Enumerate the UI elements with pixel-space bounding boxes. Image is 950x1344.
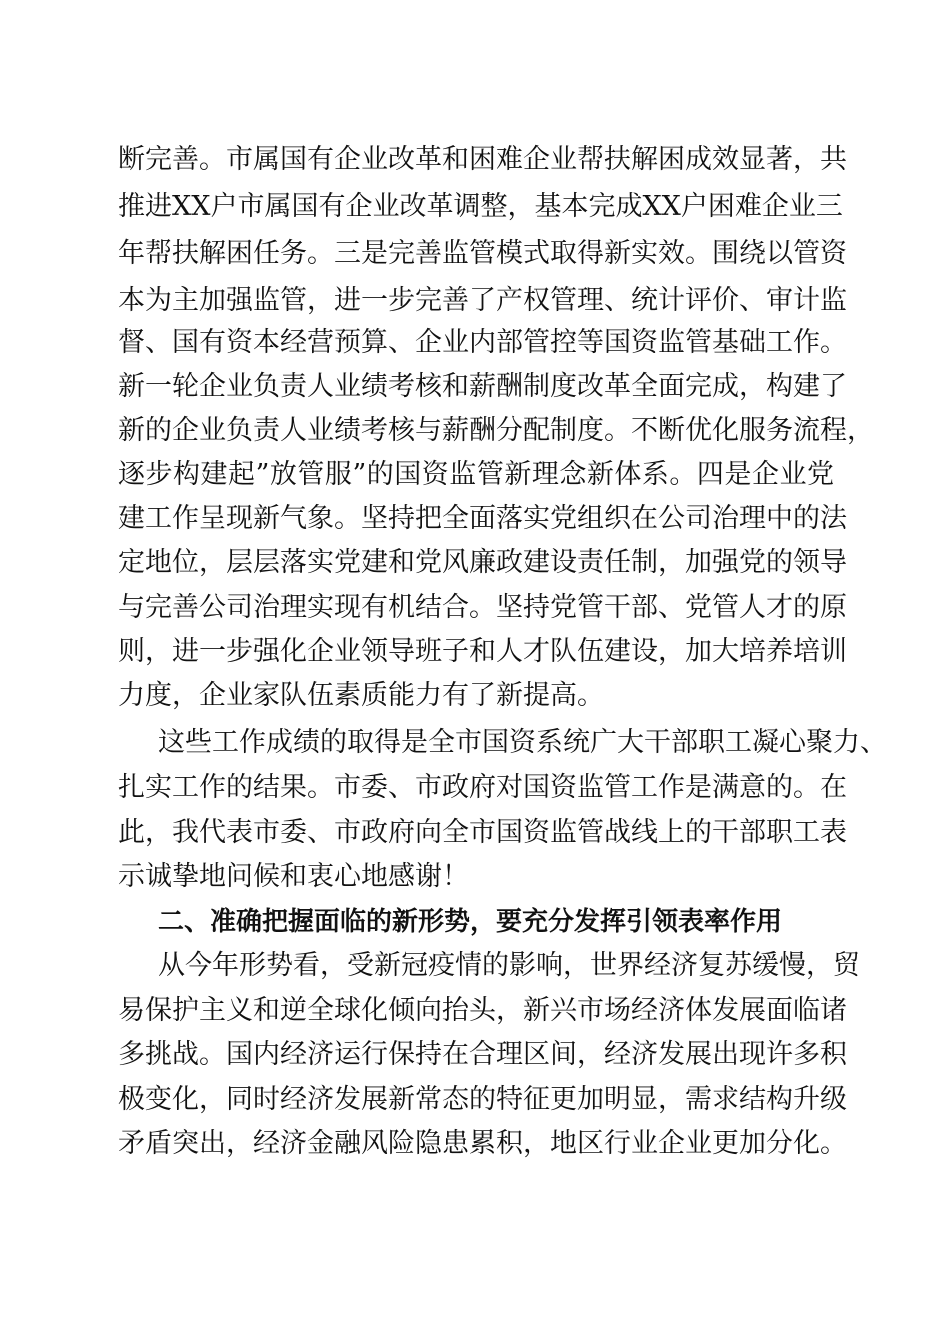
paragraph-line: 这些工作成绩的取得是全市国资系统广大干部职工凝心聚力、	[158, 727, 887, 758]
paragraph-line: 力度，企业家队伍素质能力有了新提高。	[118, 680, 604, 711]
paragraph-line: 新一轮企业负责人业绩考核和薪酬制度改革全面完成，构建了	[118, 371, 847, 402]
paragraph-line: 推进XX户市属国有企业改革调整，基本完成XX户困难企业三	[118, 191, 843, 222]
paragraph-line: 极变化，同时经济发展新常态的特征更加明显，需求结构升级	[118, 1084, 847, 1115]
paragraph-line: 定地位，层层落实党建和党风廉政建设责任制，加强党的领导	[118, 547, 847, 578]
section-heading: 二、准确把握面临的新形势，要充分发挥引领表率作用	[158, 907, 783, 937]
paragraph-line: 新的企业负责人业绩考核与薪酬分配制度。不断优化服务流程，	[118, 415, 874, 446]
paragraph-line: 本为主加强监管，进一步完善了产权管理、统计评价、审计监	[118, 285, 847, 316]
paragraph-line: 扎实工作的结果。市委、市政府对国资监管工作是满意的。在	[118, 772, 847, 803]
paragraph-line: 示诚挚地问候和衷心地感谢！	[118, 861, 469, 892]
paragraph-line: 矛盾突出，经济金融风险隐患累积，地区行业企业更加分化。	[118, 1128, 847, 1159]
paragraph-line: 此，我代表市委、市政府向全市国资监管战线上的干部职工表	[118, 817, 847, 848]
paragraph-line: 易保护主义和逆全球化倾向抬头，新兴市场经济体发展面临诸	[118, 995, 847, 1026]
paragraph-line: 则，进一步强化企业领导班子和人才队伍建设，加大培养培训	[118, 636, 847, 667]
paragraph-line: 建工作呈现新气象。坚持把全面落实党组织在公司治理中的法	[118, 503, 847, 534]
paragraph-line: 断完善。市属国有企业改革和困难企业帮扶解困成效显著，共	[118, 144, 847, 175]
paragraph-line: 多挑战。国内经济运行保持在合理区间，经济发展出现许多积	[118, 1039, 847, 1070]
paragraph-line: 督、国有资本经营预算、企业内部管控等国资监管基础工作。	[118, 327, 847, 358]
paragraph-line: 逐步构建起”放管服”的国资监管新理念新体系。四是企业党	[118, 459, 834, 490]
paragraph-line: 年帮扶解困任务。三是完善监管模式取得新实效。围绕以管资	[118, 238, 847, 269]
paragraph-line: 与完善公司治理实现有机结合。坚持党管干部、党管人才的原	[118, 592, 847, 623]
paragraph-line: 从今年形势看，受新冠疫情的影响，世界经济复苏缓慢，贸	[158, 950, 860, 981]
